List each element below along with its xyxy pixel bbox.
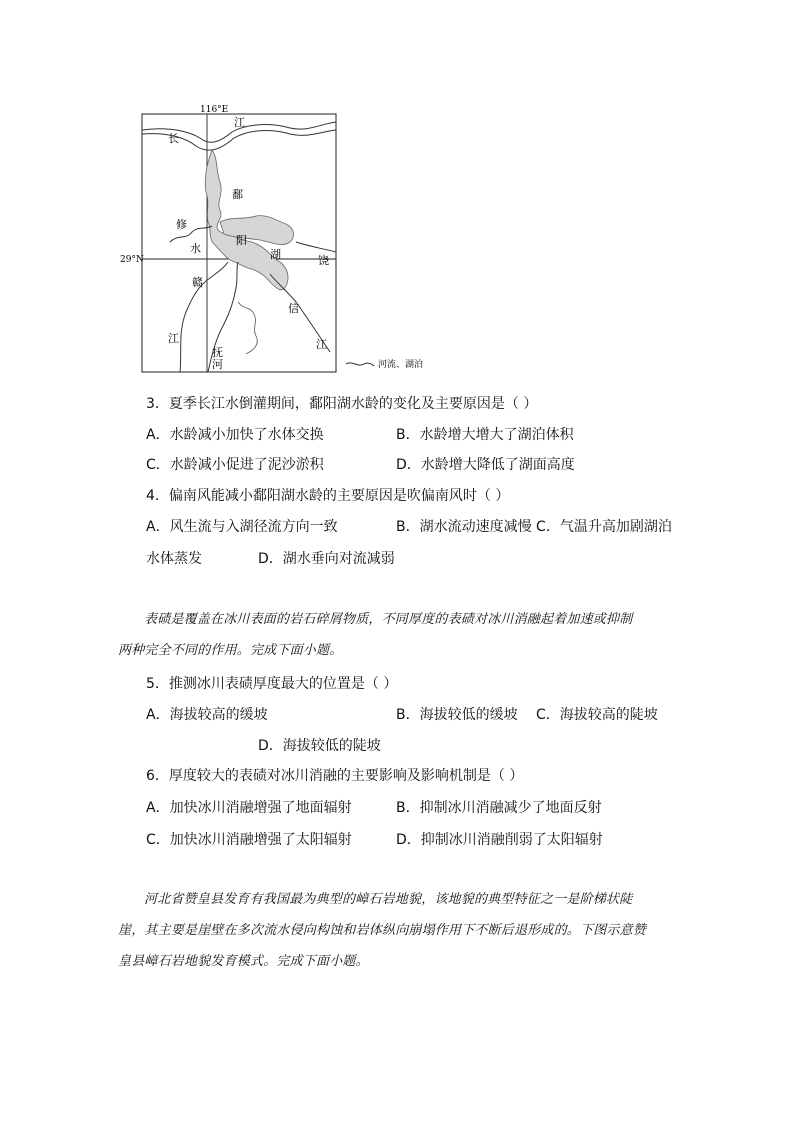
passage-glacier-line1: 表碛是覆盖在冰川表面的岩石碎屑物质，不同厚度的表碛对冰川消融起着加速或抑制 bbox=[144, 612, 633, 627]
label-chang: 长 bbox=[168, 132, 179, 145]
q4-option-bc: B．湖水流动速度减慢 C．气温升高加剧湖泊 bbox=[396, 519, 672, 535]
label-po: 鄱 bbox=[232, 188, 243, 201]
q6-stem: 6．厚度较大的表碛对冰川消融的主要影响及影响机制是（ ） bbox=[146, 768, 524, 784]
q4-option-c-cont: 水体蒸发 bbox=[146, 551, 202, 567]
passage-zhangshiyan bbox=[118, 884, 678, 977]
q4-option-a: A．风生流与入湖径流方向一致 bbox=[146, 519, 338, 535]
q6-option-d: D．抑制冰川消融削弱了太阳辐射 bbox=[396, 832, 603, 848]
q5-option-b: B．海拔较低的缓坡 bbox=[396, 707, 518, 723]
passage-zhangshiyan-line2: 崖，其主要是崖壁在多次流水侵向构蚀和岩体纵向崩塌作用下不断后退形成的。下图示意赞 bbox=[118, 923, 647, 938]
q6-option-a: A．加快冰川消融增强了地面辐射 bbox=[146, 800, 352, 816]
label-gan: 赣 bbox=[192, 276, 203, 289]
q4-stem: 4．偏南风能减小鄱阳湖水龄的主要原因是吹偏南风时（ ） bbox=[146, 488, 510, 504]
rao-river bbox=[296, 242, 336, 252]
q3-stem: 3．夏季长江水倒灌期间，鄱阳湖水龄的变化及主要原因是（ ） bbox=[146, 396, 538, 412]
poyang-lake-map bbox=[120, 102, 460, 374]
label-jiang-top: 江 bbox=[234, 116, 245, 129]
tributary bbox=[238, 302, 257, 354]
label-hu: 湖 bbox=[270, 248, 281, 261]
label-he: 河 bbox=[212, 358, 223, 371]
q5-option-a: A．海拔较高的缓坡 bbox=[146, 707, 268, 723]
q6-option-c: C．加快冰川消融增强了太阳辐射 bbox=[146, 832, 352, 848]
label-xiu: 修 bbox=[176, 218, 187, 231]
label-shui: 水 bbox=[190, 242, 201, 255]
passage-zhangshiyan-line1: 河北省赞皇县发育有我国最为典型的嶂石岩地貌，该地貌的典型特征之一是阶梯状陡 bbox=[144, 892, 633, 907]
label-jiang-right: 江 bbox=[316, 338, 327, 351]
passage-glacier bbox=[118, 604, 678, 666]
lon-label: 116°E bbox=[200, 105, 229, 115]
q5-stem: 5．推测冰川表碛厚度最大的位置是（ ） bbox=[146, 676, 398, 692]
passage-zhangshiyan-line3: 皇县嶂石岩地貌发育模式。完成下面小题。 bbox=[118, 954, 369, 969]
q6-option-b: B．抑制冰川消融减少了地面反射 bbox=[396, 800, 602, 816]
label-xin: 信 bbox=[288, 302, 299, 315]
q5-option-d: D．海拔较低的陡坡 bbox=[258, 738, 381, 754]
q5-option-c: C．海拔较高的陡坡 bbox=[536, 707, 658, 723]
lat-label: 29°N bbox=[120, 255, 144, 265]
q3-option-c: C．水龄减小促进了泥沙淤积 bbox=[146, 457, 324, 473]
label-fu: 抚 bbox=[212, 346, 223, 359]
passage-glacier-line2: 两种完全不同的作用。完成下面小题。 bbox=[118, 643, 343, 658]
label-yang: 阳 bbox=[236, 234, 247, 247]
q3-option-b: B．水龄增大增大了湖泊体积 bbox=[396, 427, 574, 443]
label-rao: 饶 bbox=[318, 254, 329, 267]
legend-label: 河流、湖泊 bbox=[378, 360, 424, 370]
legend-river-symbol bbox=[346, 363, 374, 366]
label-jiang-left: 江 bbox=[168, 332, 179, 345]
q3-option-d: D．水龄增大降低了湖面高度 bbox=[396, 457, 575, 473]
q4-option-d: D．湖水垂向对流减弱 bbox=[258, 551, 395, 567]
q3-option-a: A．水龄减小加快了水体交换 bbox=[146, 427, 324, 443]
